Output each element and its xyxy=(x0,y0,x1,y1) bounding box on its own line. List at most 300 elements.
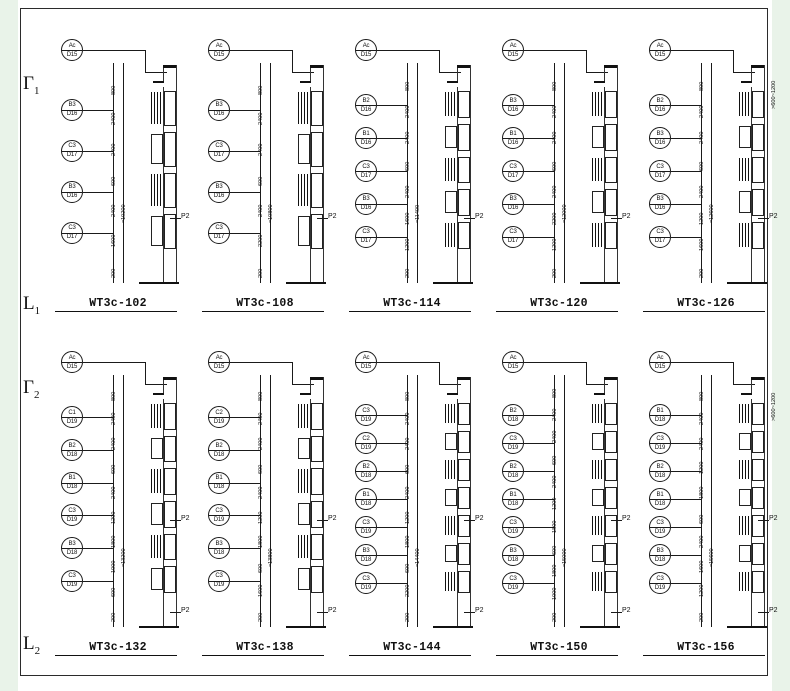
wall-panel-unit xyxy=(605,124,617,151)
detail-cell-WT3c-108 xyxy=(190,15,340,325)
wall-panel-unit xyxy=(164,468,176,495)
bubble-top-text: B1 xyxy=(362,130,370,137)
level-leader-line xyxy=(377,443,407,444)
panel-block xyxy=(592,433,604,450)
bubble-top-text: C3 xyxy=(362,519,370,526)
wall-panel-unit xyxy=(311,91,323,126)
parapet-inner-face xyxy=(457,68,458,82)
overall-height-value: ≈10200 xyxy=(121,204,127,223)
roof-slab xyxy=(153,393,164,395)
bubble-top-text: B2 xyxy=(215,442,223,449)
level-bubble xyxy=(649,488,671,510)
wall-panel-unit xyxy=(605,515,617,537)
panel-hatch xyxy=(445,460,457,479)
bubble-top-text: C3 xyxy=(509,435,517,442)
level-bubble xyxy=(355,432,377,454)
dimension-value: 1200 xyxy=(405,238,411,252)
level-bubble xyxy=(208,537,230,559)
overall-height-value: ≈15000 xyxy=(562,548,568,567)
bubble-bottom-text: D18 xyxy=(654,500,666,507)
bubble-top-text: C3 xyxy=(656,229,664,236)
panel-block xyxy=(445,433,457,450)
detail-title: WT3c-132 xyxy=(89,641,147,654)
detail-title: WT3c-120 xyxy=(530,297,588,310)
bubble-top-text: B3 xyxy=(362,547,370,554)
panel-block xyxy=(592,126,604,148)
dimension-value: 2400 xyxy=(552,131,558,145)
bubble-bottom-text: D19 xyxy=(654,528,666,535)
dimension-value: 1200 xyxy=(405,511,411,524)
level-leader-line xyxy=(377,555,407,556)
wall-panel-unit xyxy=(311,173,323,208)
level-leader-line xyxy=(230,151,260,152)
level-bubble xyxy=(208,222,230,244)
dimension-value: 2400 xyxy=(405,131,411,145)
wall-panel-unit xyxy=(311,436,323,463)
level-leader-line xyxy=(524,138,554,139)
bubble-bottom-text: D19 xyxy=(360,584,372,591)
bubble-top-text: Ac xyxy=(68,354,76,361)
dimension-value: 2400 xyxy=(699,131,705,145)
level-bubble xyxy=(208,504,230,526)
parapet-inner-face xyxy=(751,68,752,82)
level-leader-line xyxy=(230,581,260,582)
ground-line xyxy=(580,282,620,284)
wall-outer-edge xyxy=(617,377,618,627)
panel-hatch xyxy=(445,158,457,182)
detail-cell-WT3c-138 xyxy=(190,327,340,667)
level-leader-line xyxy=(671,204,701,205)
dimension-value: 1200 xyxy=(258,511,264,524)
panel-block xyxy=(298,216,310,246)
bubble-top-text: Ac xyxy=(362,42,370,49)
wall-panel-unit xyxy=(311,214,323,249)
panel-block xyxy=(445,126,457,148)
level-bubble xyxy=(208,570,230,592)
parapet-cap xyxy=(163,65,177,68)
ground-line xyxy=(139,626,179,628)
wall-panel-unit xyxy=(164,214,176,249)
bubble-top-text: Ac xyxy=(215,42,223,49)
dimension-value: 1800 xyxy=(258,535,264,549)
dimension-value: 2400 xyxy=(699,105,705,118)
bubble-bottom-text: D15 xyxy=(654,363,666,370)
wall-panel-unit xyxy=(752,91,764,118)
callout-leader-line xyxy=(671,362,733,363)
dimension-value: 800 xyxy=(111,391,117,401)
bubble-bottom-text: D18 xyxy=(66,451,78,458)
bubble-bottom-text: D17 xyxy=(360,172,372,179)
bubble-top-text: C1 xyxy=(68,409,76,416)
bubble-top-text: C3 xyxy=(362,163,370,170)
bubble-bottom-text: D16 xyxy=(213,111,225,117)
wall-panel-unit xyxy=(605,403,617,425)
overall-height-value: ≈10800 xyxy=(268,204,274,223)
panel-hatch xyxy=(151,469,163,493)
detail-cell-WT3c-126 xyxy=(631,15,781,325)
parapet-cap xyxy=(457,377,471,380)
panel-block xyxy=(592,191,604,213)
dimension-value: 600 xyxy=(111,588,117,598)
wall-panel-unit xyxy=(458,157,470,184)
level-leader-line xyxy=(524,583,554,584)
tag-leader-line xyxy=(611,520,622,521)
bubble-top-text: B3 xyxy=(68,184,76,190)
level-leader-line xyxy=(83,450,113,451)
level-leader-line xyxy=(377,105,407,106)
ground-line xyxy=(580,626,620,628)
level-bubble xyxy=(208,406,230,428)
panel-hatch xyxy=(739,92,751,116)
wall-panel-unit xyxy=(458,124,470,151)
overall-dimension-line xyxy=(270,375,271,627)
bubble-top-text: B2 xyxy=(362,97,370,104)
panel-hatch xyxy=(739,460,751,479)
level-bubble xyxy=(649,160,671,182)
bubble-top-text: C3 xyxy=(509,163,517,170)
bubble-top-text: B2 xyxy=(656,97,664,104)
level-leader-line xyxy=(377,415,407,416)
level-bubble xyxy=(355,488,377,510)
level-bubble xyxy=(355,516,377,538)
dimension-value: 2400 xyxy=(258,204,264,217)
bubble-top-text: C3 xyxy=(509,229,517,236)
dimension-value: 2400 xyxy=(405,412,411,426)
bubble-bottom-text: D17 xyxy=(360,238,372,245)
roof-slab xyxy=(300,81,311,83)
parapet-inner-face xyxy=(604,380,605,394)
level-leader-line xyxy=(524,204,554,205)
level-leader-line xyxy=(524,237,554,238)
dimension-value: 200 xyxy=(258,612,264,622)
dimension-value: 2200 xyxy=(552,212,558,225)
bubble-bottom-text: D19 xyxy=(654,584,666,591)
overall-height-value: ≈13800 xyxy=(268,548,274,567)
row-label-l-1: $L_1$ xyxy=(23,293,41,317)
detail-title-underline xyxy=(202,655,324,656)
dimension-value: 1200 xyxy=(699,212,705,225)
wall-panel-unit xyxy=(605,543,617,565)
bubble-bottom-text: D18 xyxy=(654,416,666,423)
callout-bubble-ac xyxy=(61,39,83,61)
dimension-value: 2400 xyxy=(552,105,558,118)
wall-panel-unit xyxy=(458,222,470,249)
callout-leader-line xyxy=(671,50,733,51)
tag-p2: P2 xyxy=(475,213,484,220)
ground-line xyxy=(286,626,326,628)
wall-panel-unit xyxy=(458,431,470,453)
wall-panel-unit xyxy=(752,515,764,537)
level-bubble xyxy=(502,193,524,215)
level-leader-line xyxy=(671,555,701,556)
level-leader-line xyxy=(377,138,407,139)
dimension-value: 600 xyxy=(699,161,705,171)
detail-cell-WT3c-156 xyxy=(631,327,781,667)
tag-p2: P2 xyxy=(622,213,631,220)
tag-p2: P2 xyxy=(622,515,631,522)
detail-cell-WT3c-114 xyxy=(337,15,487,325)
dimension-value: 600 xyxy=(405,465,411,475)
dimension-value: 2400 xyxy=(405,486,411,499)
tag-p2: P2 xyxy=(181,515,190,522)
overall-dimension-line xyxy=(123,375,124,627)
bubble-bottom-text: D16 xyxy=(507,106,519,113)
dimension-value: 200 xyxy=(552,268,558,278)
bubble-bottom-text: D19 xyxy=(213,516,225,523)
bubble-top-text: B3 xyxy=(656,547,664,554)
dimension-value: 200 xyxy=(552,612,558,622)
bubble-bottom-text: D18 xyxy=(360,500,372,507)
panel-hatch xyxy=(592,92,604,116)
bubble-top-text: B3 xyxy=(509,547,517,554)
tag-p2: P2 xyxy=(328,213,337,220)
tag-p2: P2 xyxy=(328,515,337,522)
level-leader-line xyxy=(671,171,701,172)
bubble-bottom-text: D18 xyxy=(360,556,372,563)
ground-line xyxy=(727,626,767,628)
roof-slab xyxy=(447,393,458,395)
parapet-inner-face xyxy=(751,380,752,394)
bubble-bottom-text: D18 xyxy=(507,472,519,479)
bubble-top-text: B3 xyxy=(509,196,517,203)
overall-height-value: ≈14400 xyxy=(415,548,421,567)
dimension-value: 600 xyxy=(552,161,558,171)
level-bubble xyxy=(355,404,377,426)
wall-panel-unit xyxy=(458,189,470,216)
dimension-value: 2200 xyxy=(405,584,411,598)
roof-slab xyxy=(741,81,752,83)
dimension-value: 600 xyxy=(111,176,117,187)
tag-p2: P2 xyxy=(181,213,190,220)
bubble-bottom-text: D18 xyxy=(507,500,519,507)
wall-panel-unit xyxy=(458,543,470,565)
bubble-top-text: Ac xyxy=(656,42,664,49)
wall-panel-unit xyxy=(752,222,764,249)
panel-hatch xyxy=(592,223,604,247)
panel-hatch xyxy=(739,223,751,247)
level-leader-line xyxy=(671,138,701,139)
level-bubble xyxy=(208,181,230,203)
level-bubble xyxy=(649,460,671,482)
level-bubble xyxy=(649,516,671,538)
panel-block xyxy=(151,503,163,525)
detail-title-underline xyxy=(643,655,765,656)
level-bubble xyxy=(355,160,377,182)
detail-cell-WT3c-120 xyxy=(484,15,634,325)
level-bubble xyxy=(502,127,524,149)
bubble-bottom-text: D18 xyxy=(66,484,78,491)
level-bubble xyxy=(649,544,671,566)
dimension-value: 1600 xyxy=(699,560,705,573)
overall-dimension-line xyxy=(123,63,124,283)
bubble-bottom-text: D18 xyxy=(654,556,666,563)
bubble-bottom-text: D19 xyxy=(213,418,225,425)
dimension-value: 800 xyxy=(552,389,558,399)
level-leader-line xyxy=(377,583,407,584)
panel-block xyxy=(298,503,310,525)
detail-title-underline xyxy=(202,311,324,312)
corner-note: >600~1200 xyxy=(771,80,777,109)
level-bubble xyxy=(355,572,377,594)
bubble-top-text: C3 xyxy=(509,519,517,526)
dimension-value: 2400 xyxy=(258,143,264,156)
bubble-bottom-text: D19 xyxy=(66,516,78,523)
roof-slab xyxy=(300,393,311,395)
wall-panel-unit xyxy=(752,459,764,481)
bubble-bottom-text: D19 xyxy=(507,584,519,591)
bubble-top-text: B1 xyxy=(509,130,517,137)
dimension-value: 1600 xyxy=(111,234,117,248)
wall-panel-unit xyxy=(311,566,323,593)
panel-hatch xyxy=(151,92,163,124)
wall-panel-unit xyxy=(458,459,470,481)
wall-panel-unit xyxy=(311,132,323,167)
tag-p2: P2 xyxy=(769,213,778,220)
dimension-value: 1600 xyxy=(258,584,264,598)
tag-leader-line xyxy=(170,520,181,521)
bubble-bottom-text: D16 xyxy=(507,139,519,146)
bubble-top-text: C3 xyxy=(215,225,223,231)
bubble-top-text: Ac xyxy=(509,354,517,361)
wall-outer-edge xyxy=(470,65,471,283)
bubble-bottom-text: D18 xyxy=(654,472,666,479)
dimension-value: 1000 xyxy=(111,560,117,573)
panel-block xyxy=(592,545,604,562)
wall-panel-unit xyxy=(311,501,323,528)
bubble-top-text: B1 xyxy=(362,491,370,498)
level-bubble xyxy=(61,140,83,162)
wall-panel-unit xyxy=(605,487,617,509)
bubble-top-text: C3 xyxy=(215,573,223,580)
panel-hatch xyxy=(151,174,163,206)
dimension-value: 1200 xyxy=(699,461,705,475)
wall-panel-unit xyxy=(164,534,176,561)
bubble-bottom-text: D17 xyxy=(66,234,78,240)
bubble-bottom-text: D18 xyxy=(66,549,78,556)
detail-cell-WT3c-102 xyxy=(43,15,193,325)
overall-height-value: ≈15600 xyxy=(709,548,715,567)
tag-leader-line xyxy=(170,218,181,219)
tag-leader-line xyxy=(464,218,475,219)
dimension-value: 2400 xyxy=(111,437,117,450)
level-leader-line xyxy=(230,192,260,193)
bubble-bottom-text: D19 xyxy=(66,582,78,589)
bubble-bottom-text: D17 xyxy=(507,172,519,179)
panel-hatch xyxy=(151,535,163,559)
dimension-value: 2200 xyxy=(258,234,264,248)
roof-slab xyxy=(153,81,164,83)
panel-block xyxy=(445,545,457,562)
level-bubble xyxy=(502,488,524,510)
level-bubble xyxy=(355,193,377,215)
overall-height-value: ≈12000 xyxy=(562,204,568,223)
parapet-inner-face xyxy=(310,68,311,82)
tag-leader-line xyxy=(317,520,328,521)
bubble-bottom-text: D15 xyxy=(507,51,519,58)
roof-slab xyxy=(594,393,605,395)
level-leader-line xyxy=(83,192,113,193)
panel-block xyxy=(151,568,163,590)
level-leader-line xyxy=(377,527,407,528)
dimension-value: 600 xyxy=(405,161,411,171)
panel-hatch xyxy=(592,158,604,182)
wall-panel-unit xyxy=(752,189,764,216)
bubble-top-text: C3 xyxy=(656,519,664,526)
bubble-bottom-text: D18 xyxy=(213,451,225,458)
dimension-value: 600 xyxy=(552,545,558,555)
wall-panel-unit xyxy=(605,431,617,453)
bubble-top-text: B2 xyxy=(656,463,664,470)
level-leader-line xyxy=(524,443,554,444)
bubble-bottom-text: D16 xyxy=(654,205,666,212)
parapet-inner-face xyxy=(310,380,311,394)
tag-leader-line-lower xyxy=(170,612,181,613)
bubble-top-text: B2 xyxy=(509,407,517,414)
tag-p2: P2 xyxy=(769,515,778,522)
wall-panel-unit xyxy=(164,436,176,463)
dimension-value: 2400 xyxy=(405,105,411,118)
tag-p2-lower: P2 xyxy=(475,607,484,614)
wall-panel-unit xyxy=(164,132,176,167)
callout-bubble-ac xyxy=(502,39,524,61)
bubble-top-text: C3 xyxy=(509,575,517,582)
level-bubble xyxy=(61,504,83,526)
tag-leader-line xyxy=(464,520,475,521)
row-label-gamma-1: $\Gamma_1$ xyxy=(23,73,40,97)
panel-hatch xyxy=(298,174,310,206)
level-bubble xyxy=(502,404,524,426)
dimension-value: 600 xyxy=(258,176,264,187)
tag-leader-line-lower xyxy=(317,612,328,613)
bubble-bottom-text: D15 xyxy=(654,51,666,58)
level-leader-line xyxy=(230,548,260,549)
ground-line xyxy=(286,282,326,284)
bubble-top-text: B1 xyxy=(509,491,517,498)
level-bubble xyxy=(355,127,377,149)
overall-dimension-line xyxy=(564,375,565,627)
bubble-bottom-text: D16 xyxy=(654,139,666,146)
level-leader-line xyxy=(524,415,554,416)
parapet-cap xyxy=(457,65,471,68)
level-leader-line xyxy=(83,110,113,111)
bubble-top-text: B1 xyxy=(68,475,76,482)
bubble-top-text: Ac xyxy=(362,354,370,361)
level-bubble xyxy=(61,537,83,559)
overall-height-value: ≈11400 xyxy=(415,204,421,223)
bubble-bottom-text: D17 xyxy=(213,234,225,240)
wall-panel-unit xyxy=(752,487,764,509)
bubble-bottom-text: D16 xyxy=(507,205,519,212)
level-bubble xyxy=(208,439,230,461)
level-leader-line xyxy=(83,151,113,152)
wall-panel-unit xyxy=(458,403,470,425)
overall-dimension-line xyxy=(711,63,712,283)
bubble-bottom-text: D19 xyxy=(360,444,372,451)
dimension-value: 2400 xyxy=(111,143,117,156)
wall-panel-unit xyxy=(752,431,764,453)
bubble-bottom-text: D16 xyxy=(654,106,666,113)
dimension-value: 800 xyxy=(258,85,264,95)
wall-panel-unit xyxy=(605,222,617,249)
bubble-bottom-text: D15 xyxy=(213,51,225,58)
bubble-top-text: C3 xyxy=(68,225,76,231)
callout-leader-drop xyxy=(292,50,293,72)
level-bubble xyxy=(649,404,671,426)
wall-panel-unit xyxy=(752,157,764,184)
detail-cell-WT3c-144 xyxy=(337,327,487,667)
callout-leader-line xyxy=(230,50,292,51)
level-leader-line xyxy=(230,483,260,484)
